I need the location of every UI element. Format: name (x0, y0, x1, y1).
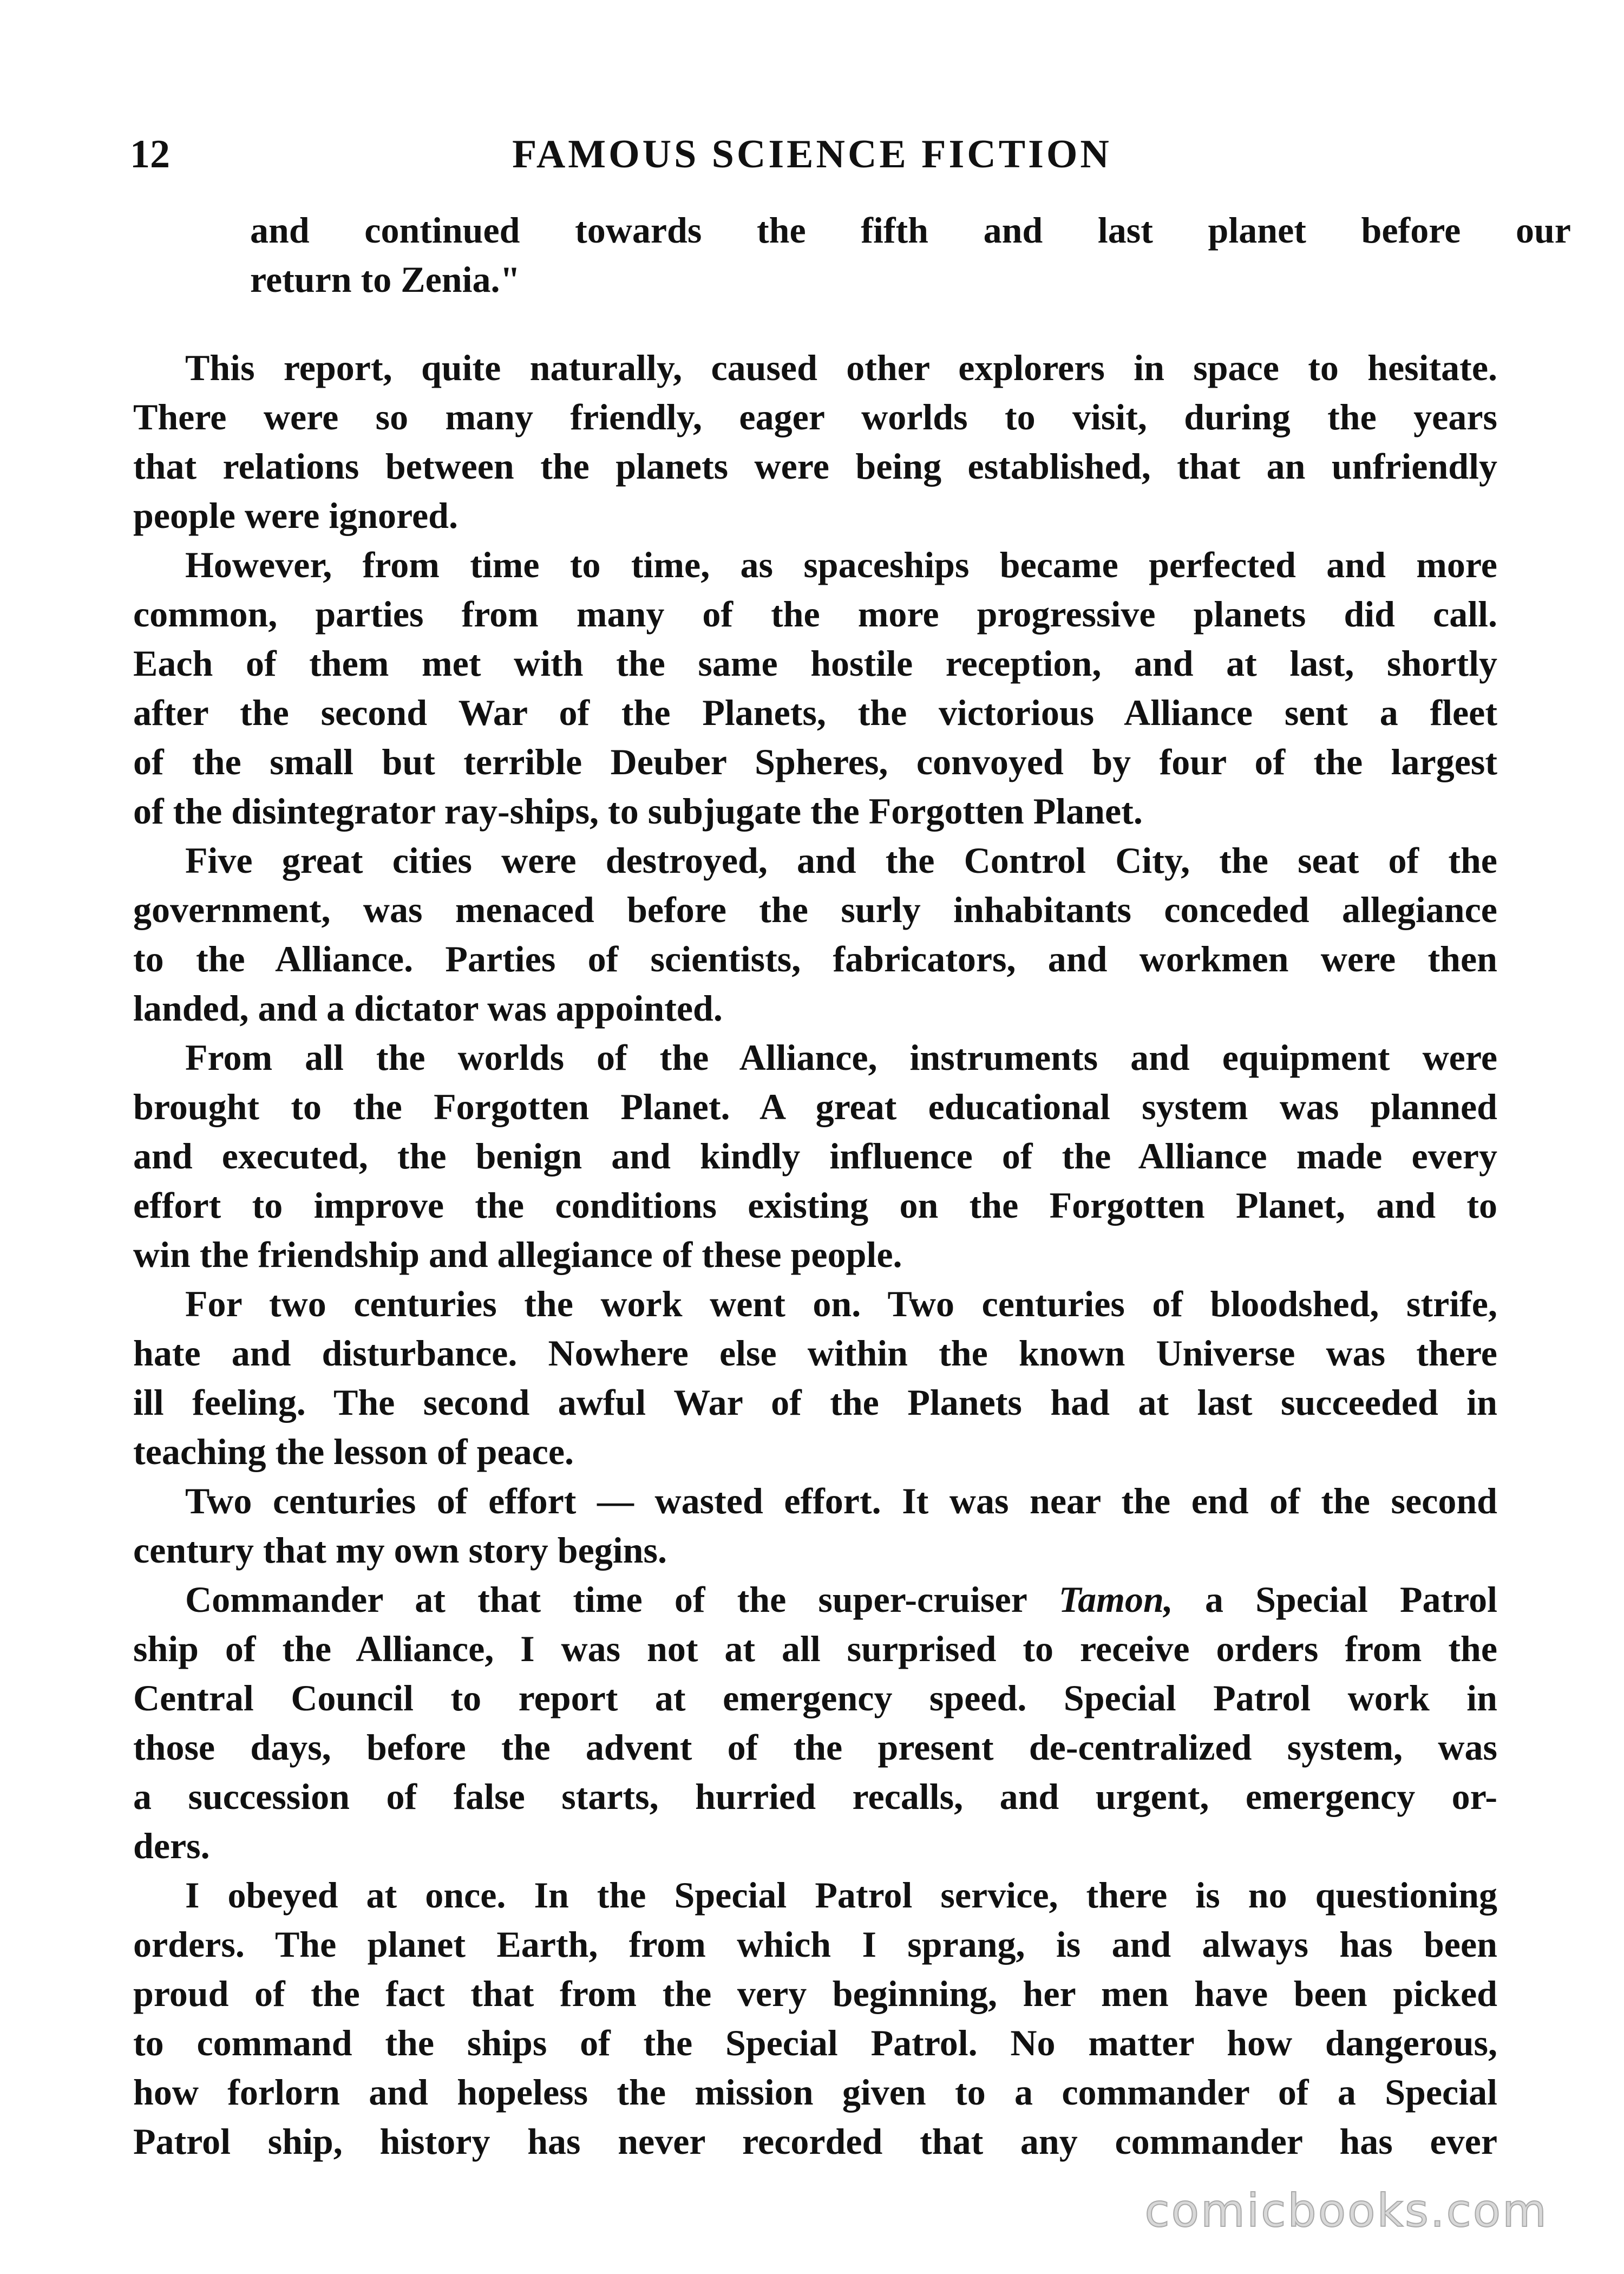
text-line: a succession of false starts, hurried recalls, and urgent, emergency or- (133, 1776, 1497, 1817)
text-segment: a Special Patrol (1204, 1579, 1498, 1620)
watermark: comicbooks.com (1144, 2184, 1548, 2237)
text-line: Central Council to report at emergency speed. Special Patrol work in (133, 1677, 1497, 1718)
text-line: to the Alliance. Parties of scientists, fabricators, and workmen were then (133, 938, 1497, 979)
paragraph (133, 343, 1497, 540)
text-line: after the second War of the Planets, the victorious Alliance sent a fleet (133, 692, 1497, 733)
text-line: how forlorn and hopeless the mission given to a commander of a Special (133, 2072, 1497, 2113)
text-line: of the disintegrator ray-ships, to subjugate the Forgotten Planet. (133, 790, 1143, 832)
text-line: Two centuries of effort — wasted effort. It was near the end of the second (185, 1480, 1497, 1521)
text-line: This report, quite naturally, caused other explorers in space to hesitate. (185, 347, 1497, 388)
paragraph (133, 1575, 1497, 1871)
text-line: and executed, the benign and kindly influence of the Alliance made every (133, 1135, 1497, 1177)
text-line: teaching the lesson of peace. (133, 1431, 574, 1472)
text-line: that relations between the planets were being established, that an unfriendly (133, 446, 1497, 487)
ship-name: Tamon, (1058, 1579, 1173, 1620)
text-line: and continued towards the fifth and last planet before our (250, 210, 1571, 251)
text-line: There were so many friendly, eager worlds to visit, during the years (133, 396, 1497, 437)
text-line: to command the ships of the Special Patrol. No matter how dangerous, (133, 2022, 1497, 2063)
text-line: From all the worlds of the Alliance, instruments and equipment were (185, 1037, 1497, 1078)
text-line: win the friendship and allegiance of these people. (133, 1234, 902, 1275)
text-line: common, parties from many of the more progressive planets did call. (133, 593, 1497, 635)
paragraph (133, 1033, 1497, 1279)
paragraph (133, 1871, 1497, 2166)
text-line: effort to improve the conditions existing on the Forgotten Planet, and to (133, 1185, 1497, 1226)
page-header (130, 122, 1494, 187)
text-line: orders. The planet Earth, from which I sprang, is and always has been (133, 1924, 1497, 1965)
text-segment: Commander at that time of the super-cruiser (185, 1579, 1027, 1620)
text-line: people were ignored. (133, 495, 458, 536)
quote-continuation (250, 206, 1571, 304)
body-text (133, 206, 1571, 2166)
running-title: FAMOUS SCIENCE FICTION (512, 132, 1112, 177)
text-line: century that my own story begins. (133, 1530, 667, 1571)
text-line: hate and disturbance. Nowhere else within the known Universe was there (133, 1332, 1497, 1374)
text-line: ship of the Alliance, I was not at all surprised to receive orders from the (133, 1628, 1497, 1669)
text-line: Five great cities were destroyed, and the Control City, the seat of the (185, 840, 1497, 881)
text-line: proud of the fact that from the very beginning, her men have been picked (133, 1973, 1497, 2014)
paragraph (133, 1476, 1497, 1575)
text-line: I obeyed at once. In the Special Patrol service, there is no questioning (185, 1874, 1497, 1916)
text-line: those days, before the advent of the present de-centralized system, was (133, 1727, 1497, 1768)
text-line: ders. (133, 1825, 210, 1866)
text-line: For two centuries the work went on. Two centuries of bloodshed, strife, (185, 1283, 1497, 1324)
text-line: of the small but terrible Deuber Spheres, convoyed by four of the largest (133, 741, 1497, 782)
text-line (185, 1575, 1497, 1624)
page-number: 12 (130, 132, 170, 177)
paragraph (133, 1279, 1497, 1476)
paragraph (133, 836, 1497, 1033)
text-line: landed, and a dictator was appointed. (133, 988, 723, 1029)
text-line: However, from time to time, as spaceships became perfected and more (185, 544, 1497, 585)
text-line: Each of them met with the same hostile reception, and at last, shortly (133, 643, 1497, 684)
text-line: ill feeling. The second awful War of the Planets had at last succeeded in (133, 1382, 1497, 1423)
text-line: brought to the Forgotten Planet. A great educational system was planned (133, 1086, 1497, 1127)
paragraph-gap (133, 304, 1497, 343)
text-line: return to Zenia." (250, 259, 521, 300)
paragraph (133, 540, 1497, 836)
text-line: government, was menaced before the surly inhabitants conceded allegiance (133, 889, 1497, 930)
text-line: Patrol ship, history has never recorded that any commander has ever (133, 2121, 1497, 2162)
